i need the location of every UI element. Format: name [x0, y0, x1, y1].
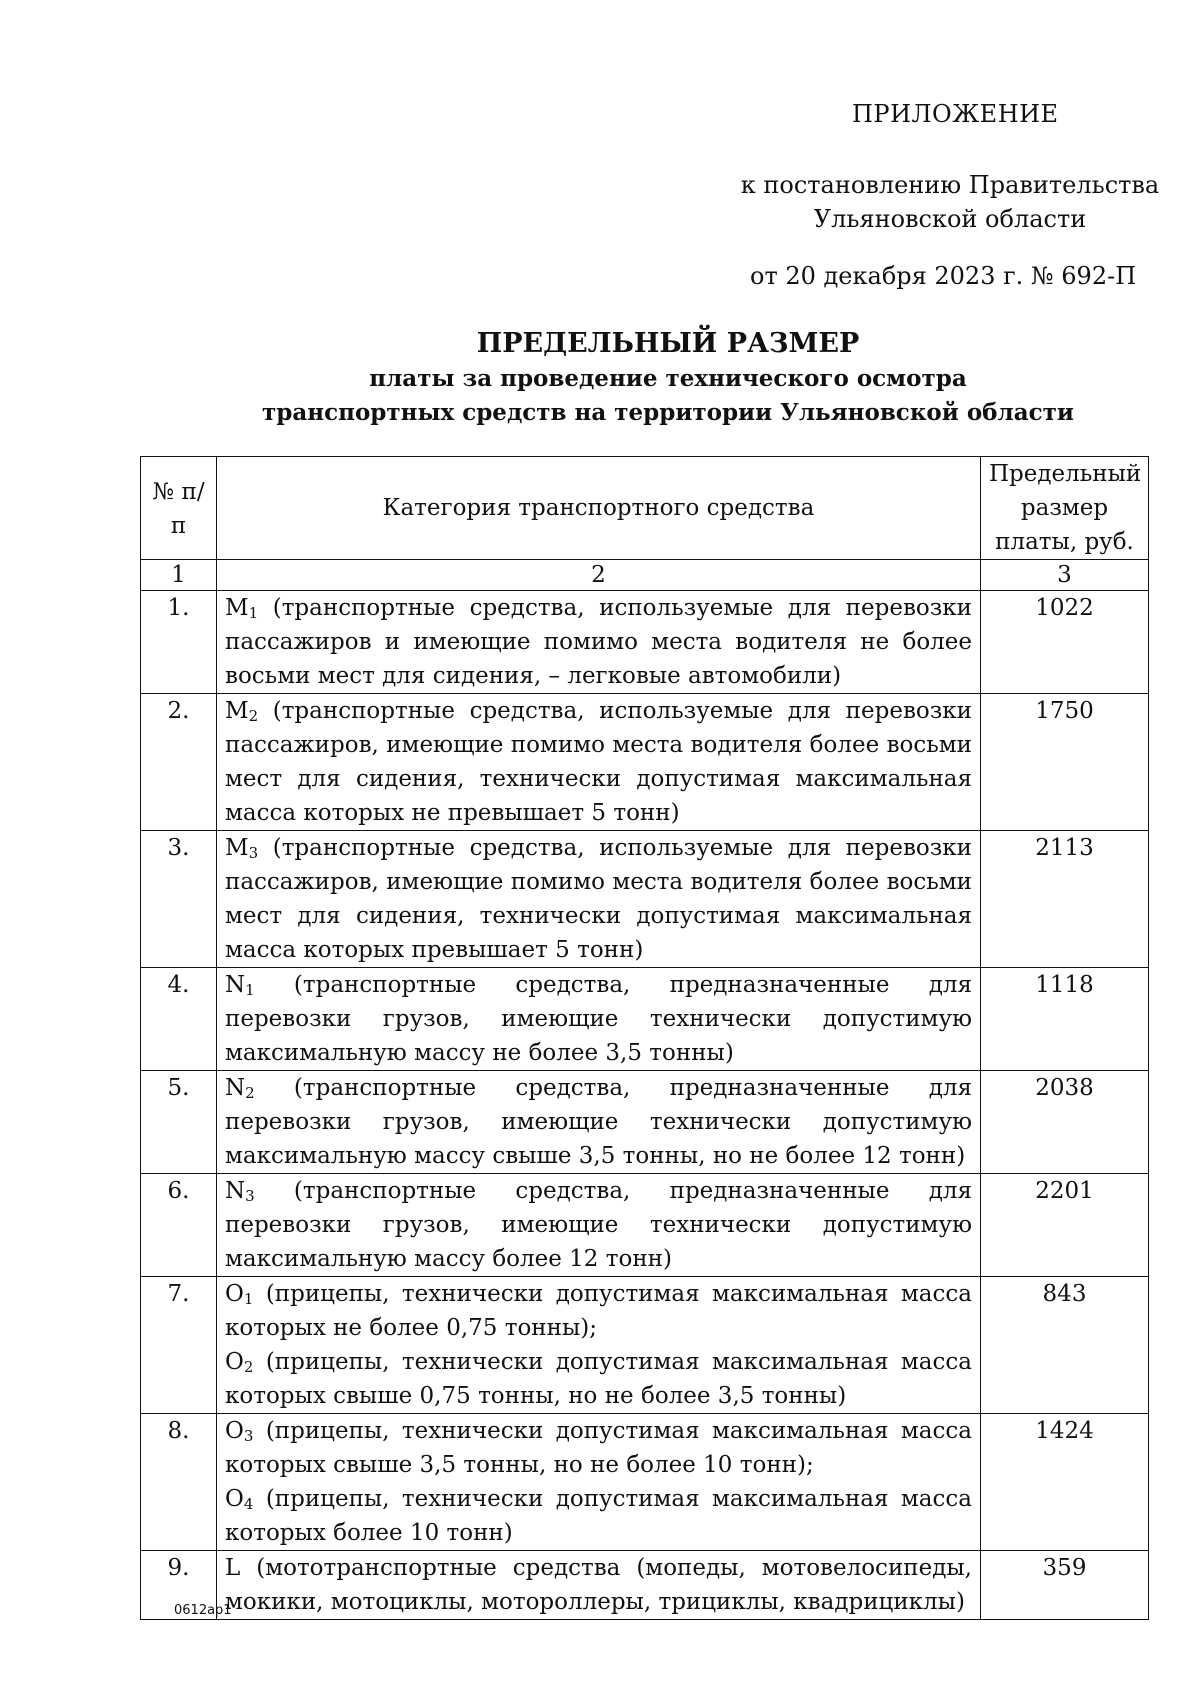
category-description: (транспортные средства, предназначенные для перевозки грузов, имеющие технически допустимую максимальную массу не более 3,5 тонны) — [225, 972, 972, 1066]
max-fee-value: 1022 — [981, 591, 1149, 694]
category-code: N — [225, 972, 246, 998]
category-code-subscript: 1 — [248, 604, 259, 622]
category-description: (прицепы, технически допустимая максимальная масса которых не более 0,75 тонны); — [225, 1281, 972, 1341]
fee-table — [140, 456, 1149, 1620]
category-entry — [225, 831, 972, 967]
header-category: Категория транспортного средства — [217, 457, 981, 560]
row-number: 8. — [141, 1414, 217, 1551]
max-fee-value: 359 — [981, 1551, 1149, 1620]
document-code: 0612ap1 — [174, 1603, 232, 1618]
vehicle-category — [217, 1414, 981, 1551]
category-code-subscript: 3 — [243, 1427, 254, 1445]
category-entry — [225, 591, 972, 693]
category-code: M — [225, 595, 249, 621]
header-fee: Предельный размер платы, руб. — [981, 457, 1149, 560]
category-code: M — [225, 698, 249, 724]
max-fee-value: 2201 — [981, 1174, 1149, 1277]
row-number: 7. — [141, 1277, 217, 1414]
resolution-reference-line-1: к постановлению Правительства — [740, 171, 1160, 199]
table-row — [141, 1174, 1149, 1277]
table-row — [141, 1551, 1149, 1620]
category-code: L — [225, 1555, 241, 1581]
category-entry — [225, 1174, 972, 1276]
category-description: (транспортные средства, используемые для перевозки пассажиров и имеющие помимо места водителя не более восьми мест для сидения, – легковые автомобили) — [225, 595, 972, 689]
row-number: 1. — [141, 591, 217, 694]
max-fee-value: 2113 — [981, 831, 1149, 968]
title-main: ПРЕДЕЛЬНЫЙ РАЗМЕР — [476, 328, 860, 359]
max-fee-value: 2038 — [981, 1071, 1149, 1174]
category-code-subscript: 2 — [243, 1358, 254, 1376]
category-entry — [225, 1071, 972, 1173]
category-entry — [225, 1277, 972, 1345]
category-code-subscript: 3 — [245, 1187, 255, 1205]
category-entry — [225, 1482, 972, 1550]
resolution-date: от 20 декабря 2023 г. № 692-П — [750, 262, 1137, 290]
category-entry — [225, 1551, 972, 1619]
category-description: (прицепы, технически допустимая максимальная масса которых свыше 0,75 тонны, но не более 3,5 тонны) — [225, 1349, 972, 1409]
header-number: № п/п — [141, 457, 217, 560]
annex-label: ПРИЛОЖЕНИЕ — [852, 100, 1059, 128]
column-number-row — [141, 560, 1149, 591]
max-fee-value: 1118 — [981, 968, 1149, 1071]
vehicle-category — [217, 1277, 981, 1414]
category-code-subscript: 4 — [243, 1495, 254, 1513]
category-code: M — [225, 835, 249, 861]
category-code: O — [225, 1418, 244, 1444]
vehicle-category — [217, 1071, 981, 1174]
resolution-reference — [720, 168, 1180, 236]
category-entry — [225, 1345, 972, 1413]
table-row — [141, 694, 1149, 831]
category-entry — [225, 968, 972, 1070]
category-description: (прицепы, технически допустимая максимальная масса которых свыше 3,5 тонны, но не более 10 тонн); — [225, 1418, 972, 1478]
vehicle-category — [217, 1551, 981, 1620]
category-entry — [225, 1414, 972, 1482]
row-number: 2. — [141, 694, 217, 831]
category-code: O — [225, 1486, 244, 1512]
category-code-subscript: 2 — [248, 707, 259, 725]
category-code: O — [225, 1349, 244, 1375]
category-code-subscript: 1 — [243, 1290, 254, 1308]
category-code-subscript: 1 — [245, 981, 255, 999]
row-number: 4. — [141, 968, 217, 1071]
column-number-2: 2 — [217, 560, 981, 591]
column-number-1: 1 — [141, 560, 217, 591]
vehicle-category — [217, 1174, 981, 1277]
title-line-2: платы за проведение технического осмотра — [369, 365, 967, 392]
category-code-subscript: 3 — [248, 844, 259, 862]
category-description: (мототранспортные средства (мопеды, мотовелосипеды, мокики, мотоциклы, мотороллеры, трициклы, квадрициклы) — [225, 1555, 972, 1615]
document-title — [148, 326, 1188, 430]
row-number: 3. — [141, 831, 217, 968]
row-number: 9. — [141, 1551, 217, 1620]
category-description: (транспортные средства, предназначенные для перевозки грузов, имеющие технически допустимую максимальную массу более 12 тонн) — [225, 1178, 972, 1272]
vehicle-category — [217, 831, 981, 968]
category-code-subscript: 2 — [245, 1084, 255, 1102]
max-fee-value: 1750 — [981, 694, 1149, 831]
title-line-3: транспортных средств на территории Ульяновской области — [262, 399, 1074, 426]
max-fee-value: 843 — [981, 1277, 1149, 1414]
category-code: N — [225, 1075, 246, 1101]
column-number-3: 3 — [981, 560, 1149, 591]
resolution-reference-line-2: Ульяновской области — [813, 205, 1087, 233]
category-description: (прицепы, технически допустимая максимальная масса которых более 10 тонн) — [225, 1486, 972, 1546]
vehicle-category — [217, 968, 981, 1071]
table-header-row — [141, 457, 1149, 560]
table-row — [141, 1071, 1149, 1174]
category-description: (транспортные средства, используемые для перевозки пассажиров, имеющие помимо места водителя более восьми мест для сидения, технически допустимая максимальная масса которых не превышает 5 тонн) — [225, 698, 972, 826]
category-code: O — [225, 1281, 244, 1307]
table-row — [141, 1414, 1149, 1551]
row-number: 5. — [141, 1071, 217, 1174]
category-description: (транспортные средства, предназначенные для перевозки грузов, имеющие технически допустимую максимальную массу свыше 3,5 тонны, но не более 12 тонн) — [225, 1075, 972, 1169]
fee-table-body — [141, 591, 1149, 1620]
max-fee-value: 1424 — [981, 1414, 1149, 1551]
table-row — [141, 1277, 1149, 1414]
table-row — [141, 591, 1149, 694]
table-row — [141, 831, 1149, 968]
category-code: N — [225, 1178, 246, 1204]
vehicle-category — [217, 694, 981, 831]
category-description: (транспортные средства, используемые для перевозки пассажиров, имеющие помимо места водителя более восьми мест для сидения, технически допустимая максимальная масса которых превышает 5 тонн) — [225, 835, 972, 963]
table-row — [141, 968, 1149, 1071]
category-entry — [225, 694, 972, 830]
vehicle-category — [217, 591, 981, 694]
row-number: 6. — [141, 1174, 217, 1277]
